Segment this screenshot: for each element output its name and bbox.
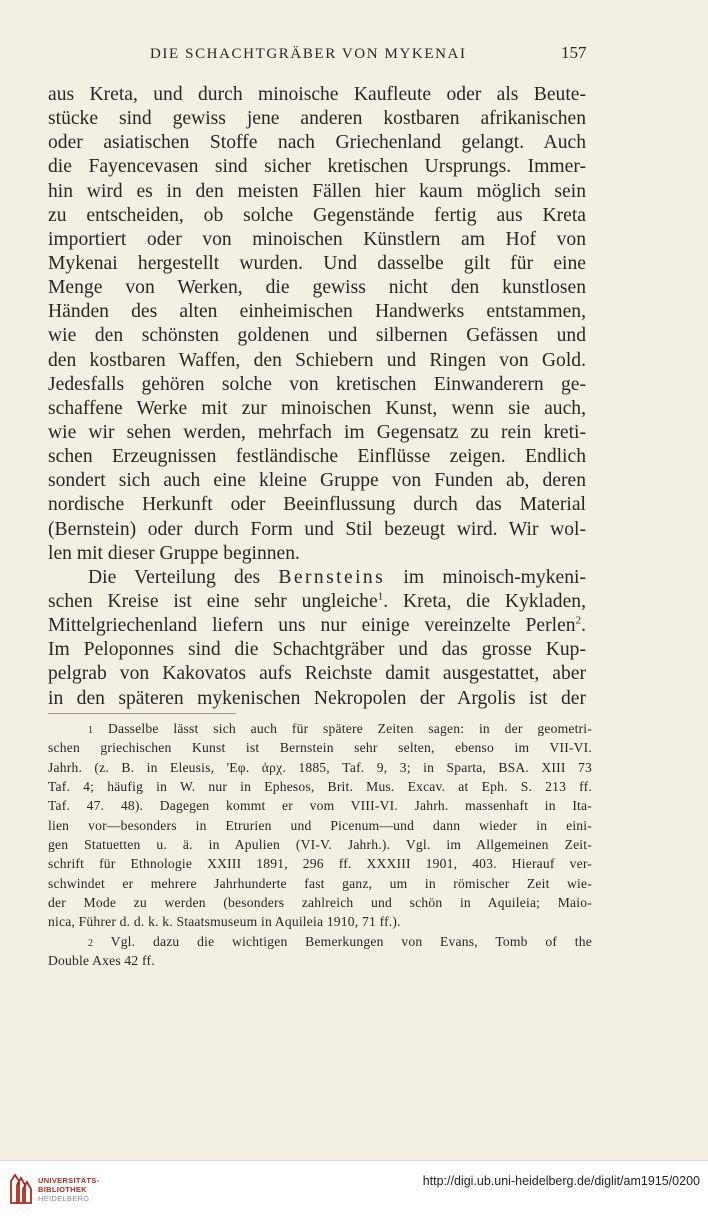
footnote-2: 2 Vgl. dazu die wichtigen Bemerkungen von Evans, Tomb of the xyxy=(88,933,592,949)
logo-text: UNIVERSITÄTS- BIBLIOTHEK HEIDELBERG xyxy=(38,1176,100,1203)
text-line: stücke sind gewiss jene anderen kostbaren afrikanischen xyxy=(48,108,586,130)
running-head-title: DIE SCHACHTGRÄBER VON MYKENAI xyxy=(150,46,467,62)
text-line: den kostbaren Waffen, den Schiebern und Ringen von Gold. xyxy=(48,349,586,371)
text-line: Jahrh. (z. B. in Eleusis, 'Εφ. ἀρχ. 1885, Taf. 9, 3; in Sparta, BSA. XIII 73 xyxy=(48,759,592,775)
permalink-url[interactable]: http://digi.ub.uni-heidelberg.de/diglit/am1915/0200 xyxy=(422,1174,700,1188)
text-line: Taf. 47. 48). Dagegen kommt er vom VIII-VI. Jahrh. massenhaft in Ita- xyxy=(48,798,592,814)
running-head xyxy=(0,42,708,66)
paragraph-2 xyxy=(48,566,586,711)
text-line: zu entscheiden, ob solche Gegenstände fertig aus Kreta xyxy=(48,204,586,226)
text-line: importiert oder von minoischen Künstlern am Hof von xyxy=(48,228,586,250)
text-line: Double Axes 42 ff. xyxy=(48,953,155,969)
text-line: Mykenai hergestellt wurden. Und dasselbe gilt für eine xyxy=(48,252,586,274)
text-line: wie wir sehen werden, mehrfach im Gegensatz zu rein kreti- xyxy=(48,421,586,443)
text-line: schwindet er mehrere Jahrhunderte fast ganz, um in römischer Zeit wie- xyxy=(48,875,592,891)
text-line: lien vor—besonders in Etrurien und Picenum—und dann wieder in eini- xyxy=(48,817,592,833)
text-line: Jedesfalls gehören solche von kretischen Einwanderern ge- xyxy=(48,373,586,395)
text-line: len mit dieser Gruppe beginnen. xyxy=(48,542,300,564)
text-line: Taf. 4; häufig in W. nur in Ephesos, Brit. Mus. Excav. at Eph. S. 213 ff. xyxy=(48,779,592,795)
paragraph-1 xyxy=(48,83,586,566)
text-line: oder asiatischen Stoffe nach Griechenland gelangt. Auch xyxy=(48,132,586,154)
main-text xyxy=(48,83,586,711)
page-number: 157 xyxy=(561,43,587,62)
text-line: Im Peloponnes sind die Schachtgräber und das grosse Kup- xyxy=(48,639,586,661)
text-line: (Bernstein) oder durch Form und Stil bezeugt wird. Wir wol- xyxy=(48,518,586,540)
university-library-logo-icon xyxy=(8,1171,34,1205)
digitization-footer xyxy=(0,1160,708,1216)
text-line: wie den schönsten goldenen und silbernen Gefässen und xyxy=(48,325,586,347)
text-line: gen Statuetten u. ä. in Apulien (VI-V. Jahrh.). Vgl. im Allgemeinen Zeit- xyxy=(48,837,592,853)
text-line: schrift für Ethnologie XXIII 1891, 296 ff. XXXIII 1901, 403. Hierauf ver- xyxy=(48,856,592,872)
text-line: hin wird es in den meisten Fällen hier kaum möglich sein xyxy=(48,180,586,202)
footnote-rule xyxy=(48,713,236,714)
text-line: der Mode zu werden (besonders zahlreich und schön in Aquileia; Maio- xyxy=(48,895,592,911)
footnotes xyxy=(48,719,592,970)
text-line: Menge von Werken, die gewiss nicht den kunstlosen xyxy=(48,277,586,299)
footnote-ref-1: 1 xyxy=(377,590,384,603)
text-line: schen Erzeugnissen festländische Einflüsse zeigen. Endlich xyxy=(48,446,586,468)
text-line: Händen des alten einheimischen Handwerks entstammen, xyxy=(48,301,586,323)
text-line: nica, Führer d. d. k. k. Staatsmuseum in Aquileia 1910, 71 ff.). xyxy=(48,914,401,930)
text-line: Mittelgriechenland liefern uns nur einige vereinzelte Perlen$^2$. xyxy=(48,614,586,637)
text-line: in den späteren mykenischen Nekropolen der Argolis ist der xyxy=(48,687,586,709)
text-line: schaffene Werke mit zur minoischen Kunst, wenn sie auch, xyxy=(48,397,586,419)
footnote-1: 1 Dasselbe lässt sich auch für spätere Zeiten sagen: in der geometri- xyxy=(88,721,592,736)
text-line: nordische Herkunft oder Beeinflussung durch das Material xyxy=(48,494,586,516)
text-line: die Fayencevasen sind sicher kretischen Ursprungs. Immer- xyxy=(48,156,586,178)
text-line: sondert sich auch eine kleine Gruppe von Funden ab, deren xyxy=(48,470,586,492)
spaced-term: Bernsteins xyxy=(278,566,386,588)
text-line: pelgrab von Kakovatos aufs Reichste damit ausgestattet, aber xyxy=(48,663,586,685)
text-line: Die Verteilung des Bernsteins im minoisch-mykeni- xyxy=(88,566,586,588)
footnote-ref-2: 2 xyxy=(575,614,582,627)
text-line: aus Kreta, und durch minoische Kaufleute oder als Beute- xyxy=(48,84,586,105)
text-line: schen griechischen Kunst ist Bernstein sehr selten, ebenso im VII-VI. xyxy=(48,740,592,756)
text-line: schen Kreise ist eine sehr ungleiche$^1$. Kreta, die Kykladen, xyxy=(48,590,586,612)
